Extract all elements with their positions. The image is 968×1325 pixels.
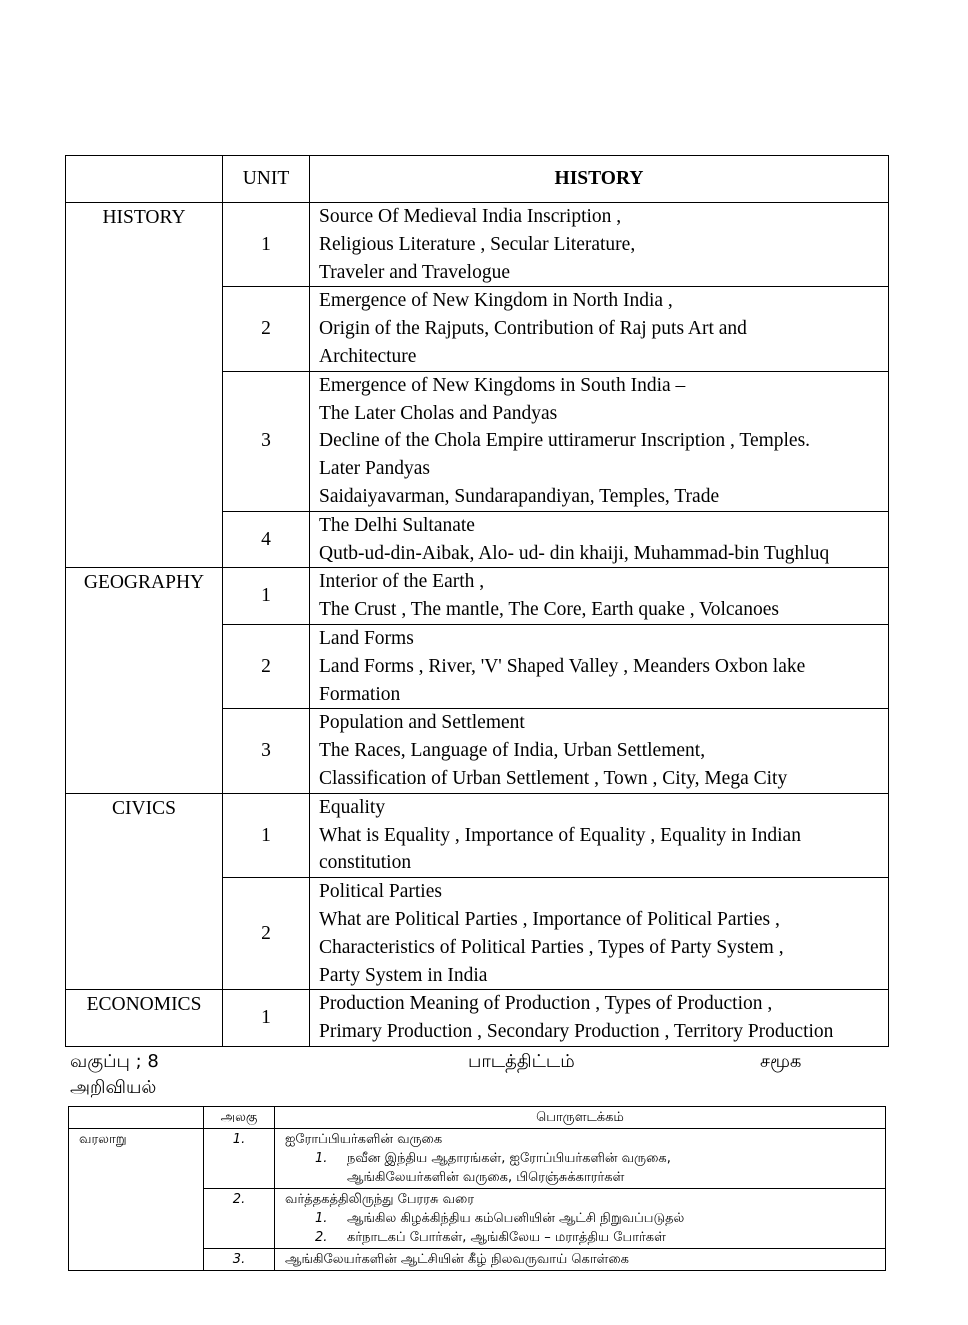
unit-number-cell: 2 — [223, 624, 310, 708]
tamil-unit-cell: 3. — [204, 1249, 275, 1271]
topic-line: Saidaiyavarman, Sundarapandiyan, Temples, Trade — [319, 485, 720, 507]
table-row — [66, 203, 889, 287]
topic-cell — [310, 990, 889, 1047]
tamil-item-number: 1. — [315, 1151, 328, 1166]
table-row — [66, 793, 889, 877]
topic-line: Characteristics of Political Parties , Types of Party System , — [319, 936, 784, 958]
tamil-table-row — [69, 1129, 886, 1189]
subject-cell: HISTORY — [66, 203, 223, 568]
tamil-header-content: பொருளடக்கம் — [275, 1107, 886, 1129]
tamil-header-subject — [69, 1107, 204, 1129]
table-header-row — [66, 156, 889, 203]
subject-cell: CIVICS — [66, 793, 223, 990]
subject-cell: GEOGRAPHY — [66, 568, 223, 793]
tamil-item-number: 1. — [315, 1211, 328, 1226]
unit-number-cell: 3 — [223, 709, 310, 793]
header-subject-cell — [66, 156, 223, 203]
tamil-item-number: 2. — [315, 1230, 328, 1245]
topic-line: What are Political Parties , Importance of Political Parties , — [319, 908, 780, 930]
topic-line: Primary Production , Secondary Production , Territory Production — [319, 1021, 834, 1043]
tamil-header-unit: அலகு — [204, 1107, 275, 1129]
tamil-unit-cell: 1. — [204, 1129, 275, 1189]
topic-line: Equality — [319, 796, 386, 818]
topic-line: Political Parties — [319, 881, 442, 903]
syllabus-table-tamil — [68, 1106, 886, 1271]
topic-cell — [310, 371, 889, 511]
tamil-subject-cell: வரலாறு — [69, 1129, 204, 1271]
unit-number-cell: 1 — [223, 203, 310, 287]
topic-line: Classification of Urban Settlement , Town , City, Mega City — [319, 767, 788, 789]
tamil-heading — [68, 1049, 888, 1099]
topic-cell — [310, 511, 889, 568]
tamil-content-cell — [275, 1249, 886, 1271]
tamil-content-cell — [275, 1129, 886, 1189]
topic-cell — [310, 568, 889, 625]
table-row — [66, 990, 889, 1047]
subject-cell: ECONOMICS — [66, 990, 223, 1047]
topic-line: Emergence of New Kingdom in North India , — [319, 290, 673, 312]
topic-cell — [310, 203, 889, 287]
topic-line: Religious Literature , Secular Literature, — [319, 233, 636, 255]
unit-number-cell: 1 — [223, 990, 310, 1047]
tamil-content-cell — [275, 1189, 886, 1249]
topic-line: What is Equality , Importance of Equality , Equality in Indian — [319, 824, 801, 846]
topic-line: Later Pandyas — [319, 458, 431, 480]
tamil-header-row — [69, 1107, 886, 1129]
tamil-list-item — [285, 1228, 884, 1247]
tamil-item-continuation: ஆங்கிலேயர்களின் வருகை, பிரெஞ்சுக்காரர்கள் — [347, 1170, 625, 1185]
unit-number-cell: 1 — [223, 568, 310, 625]
science-label: அறிவியல் — [70, 1077, 157, 1098]
tamil-list-item — [285, 1209, 884, 1228]
unit-number-cell: 2 — [223, 878, 310, 990]
tamil-item-text: ஆங்கில கிழக்கிந்திய கம்பெனியின் ஆட்சி நிறுவப்படுதல் — [347, 1211, 685, 1226]
social-label: சமூக — [760, 1051, 802, 1072]
syllabus-table-english — [65, 155, 889, 1047]
grade-label: வகுப்பு ; 8 — [70, 1051, 159, 1072]
topic-line: The Races, Language of India, Urban Settlement, — [319, 740, 706, 762]
tamil-unit-title: ஆங்கிலேயர்களின் ஆட்சியின் கீழ் நிலவருவாய் கொள்கை — [285, 1252, 629, 1267]
header-topic-cell: HISTORY — [310, 156, 889, 203]
topic-line: Emergence of New Kingdoms in South India – — [319, 374, 686, 396]
unit-number-cell: 1 — [223, 793, 310, 877]
tamil-item-text: கர்நாடகப் போர்கள், ஆங்கிலேய – மராத்திய போர்கள் — [347, 1230, 666, 1245]
table-row — [66, 568, 889, 625]
unit-number-cell: 4 — [223, 511, 310, 568]
header-unit-cell: UNIT — [223, 156, 310, 203]
topic-line: Origin of the Rajputs, Contribution of Raj puts Art and — [319, 318, 747, 340]
topic-line: The Later Cholas and Pandyas — [319, 402, 558, 424]
tamil-list-item — [285, 1149, 884, 1168]
topic-line: Source Of Medieval India Inscription , — [319, 206, 622, 227]
topic-line: Land Forms — [319, 627, 414, 649]
topic-line: The Crust , The mantle, The Core, Earth quake , Volcanoes — [319, 599, 779, 621]
topic-line: Qutb-ud-din-Aibak, Alo- ud- din khaiji, Muhammad-bin Tughluq — [319, 542, 830, 564]
topic-cell — [310, 709, 889, 793]
topic-cell — [310, 624, 889, 708]
topic-line: The Delhi Sultanate — [319, 514, 475, 536]
tamil-unit-cell: 2. — [204, 1189, 275, 1249]
tamil-item-text: நவீன இந்திய ஆதாரங்கள், ஐரோப்பியர்களின் வருகை, — [347, 1151, 671, 1166]
topic-line: Decline of the Chola Empire uttiramerur Inscription , Temples. — [319, 430, 811, 452]
topic-line: Party System in India — [319, 964, 488, 986]
topic-line: constitution — [319, 852, 412, 874]
tamil-unit-title: வர்த்தகத்திலிருந்து பேரரசு வரை — [285, 1192, 475, 1207]
topic-cell — [310, 287, 889, 371]
unit-number-cell: 3 — [223, 371, 310, 511]
unit-number-cell: 2 — [223, 287, 310, 371]
topic-line: Land Forms , River, 'V' Shaped Valley , Meanders Oxbon lake — [319, 655, 806, 677]
tamil-unit-title: ஐரோப்பியர்களின் வருகை — [285, 1132, 443, 1147]
topic-line: Population and Settlement — [319, 712, 525, 734]
topic-line: Production Meaning of Production , Types of Production , — [319, 993, 773, 1015]
topic-cell — [310, 793, 889, 877]
topic-cell — [310, 878, 889, 990]
syllabus-label: பாடத்திட்டம் — [468, 1051, 575, 1072]
topic-line: Architecture — [319, 345, 417, 367]
topic-line: Formation — [319, 683, 401, 705]
topic-line: Interior of the Earth , — [319, 571, 485, 593]
topic-line: Traveler and Travelogue — [319, 261, 511, 283]
